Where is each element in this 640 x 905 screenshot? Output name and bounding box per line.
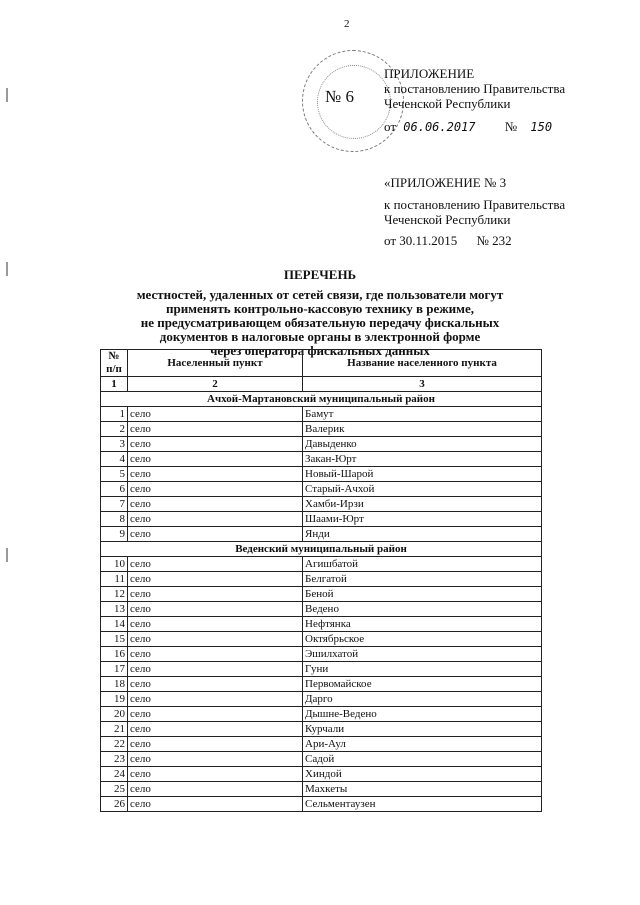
- row-settlement-name: Сельментаузен: [303, 797, 542, 812]
- section-name: Веденский муниципальный район: [101, 542, 542, 557]
- table-row: [101, 452, 542, 467]
- table-row: [101, 632, 542, 647]
- table-row: [101, 512, 542, 527]
- row-settlement-name: Хиндой: [303, 767, 542, 782]
- row-settlement-name: Ведено: [303, 602, 542, 617]
- row-number: 23: [101, 752, 128, 767]
- table-row: [101, 782, 542, 797]
- scan-margin-mark: [6, 88, 8, 102]
- row-settlement-type: село: [128, 587, 303, 602]
- scan-margin-mark: [6, 548, 8, 562]
- heading-line-4: документов в налоговые органы в электронной форме: [159, 329, 481, 344]
- row-settlement-name: Эшилхатой: [303, 647, 542, 662]
- column-number-row: [101, 377, 542, 392]
- row-number: 4: [101, 452, 128, 467]
- row-settlement-name: Дышне-Ведено: [303, 707, 542, 722]
- row-settlement-name: Давыденко: [303, 437, 542, 452]
- row-number: 5: [101, 467, 128, 482]
- col-number-1: 1: [101, 377, 128, 392]
- row-number: 11: [101, 572, 128, 587]
- table-row: [101, 692, 542, 707]
- table-row: [101, 557, 542, 572]
- row-number: 17: [101, 662, 128, 677]
- table-row: [101, 647, 542, 662]
- row-settlement-type: село: [128, 797, 303, 812]
- table-row: [101, 617, 542, 632]
- row-settlement-type: село: [128, 572, 303, 587]
- table-row: [101, 707, 542, 722]
- row-number: 13: [101, 602, 128, 617]
- row-number: 8: [101, 512, 128, 527]
- appendix-current-title: ПРИЛОЖЕНИЕ: [384, 66, 475, 81]
- appendix-current-date-line: [384, 119, 565, 135]
- row-settlement-type: село: [128, 722, 303, 737]
- row-settlement-name: Закан-Юрт: [303, 452, 542, 467]
- table-row: [101, 587, 542, 602]
- table-row: [101, 467, 542, 482]
- heading-line-3: не предусматривающем обязательную передачу фискальных: [140, 315, 500, 330]
- row-settlement-type: село: [128, 527, 303, 542]
- row-settlement-name: Агишбатой: [303, 557, 542, 572]
- appendix-original-line2: Чеченской Республики: [384, 212, 511, 227]
- row-number: 20: [101, 707, 128, 722]
- row-settlement-name: Шаами-Юрт: [303, 512, 542, 527]
- appendix-original-date-line: [384, 233, 565, 248]
- row-settlement-type: село: [128, 602, 303, 617]
- table-header-row: [101, 350, 542, 377]
- row-settlement-name: Хамби-Ирзи: [303, 497, 542, 512]
- table-row: [101, 497, 542, 512]
- heading-title: ПЕРЕЧЕНЬ: [283, 267, 357, 282]
- row-settlement-name: Белгатой: [303, 572, 542, 587]
- row-settlement-name: Гуни: [303, 662, 542, 677]
- row-settlement-name: Нефтянка: [303, 617, 542, 632]
- appendix-current-line1: к постановлению Правительства: [384, 81, 566, 96]
- stamp-number: № 6: [325, 87, 354, 106]
- row-settlement-type: село: [128, 497, 303, 512]
- row-settlement-type: село: [128, 782, 303, 797]
- row-settlement-type: село: [128, 407, 303, 422]
- col-number-3: 3: [303, 377, 542, 392]
- section-row: [101, 392, 542, 407]
- row-settlement-type: село: [128, 707, 303, 722]
- row-settlement-name: Валерик: [303, 422, 542, 437]
- original-date: от 30.11.2015: [384, 233, 458, 248]
- row-settlement-type: село: [128, 467, 303, 482]
- row-settlement-type: село: [128, 692, 303, 707]
- row-number: 15: [101, 632, 128, 647]
- row-settlement-name: Бамут: [303, 407, 542, 422]
- row-number: 9: [101, 527, 128, 542]
- row-settlement-type: село: [128, 737, 303, 752]
- row-number: 7: [101, 497, 128, 512]
- row-settlement-name: Садой: [303, 752, 542, 767]
- num-prefix: №: [504, 119, 518, 134]
- table-row: [101, 752, 542, 767]
- col-number-2: 2: [128, 377, 303, 392]
- row-settlement-name: Беной: [303, 587, 542, 602]
- table-row: [101, 722, 542, 737]
- row-number: 14: [101, 617, 128, 632]
- original-number: № 232: [476, 233, 512, 248]
- table-row: [101, 602, 542, 617]
- table-row: [101, 482, 542, 497]
- row-settlement-type: село: [128, 752, 303, 767]
- appendix-current: [384, 66, 565, 135]
- row-settlement-name: Октябрьское: [303, 632, 542, 647]
- table-row: [101, 527, 542, 542]
- section-row: [101, 542, 542, 557]
- settlements-table: [100, 349, 542, 812]
- row-number: 21: [101, 722, 128, 737]
- header-settlement-name: Название населенного пункта: [303, 350, 542, 377]
- row-settlement-type: село: [128, 767, 303, 782]
- appendix-current-line2: Чеченской Республики: [384, 96, 511, 111]
- row-number: 10: [101, 557, 128, 572]
- row-number: 12: [101, 587, 128, 602]
- scan-margin-mark: [6, 262, 8, 276]
- row-number: 24: [101, 767, 128, 782]
- row-number: 6: [101, 482, 128, 497]
- heading-line-5: через оператора фискальных данных: [210, 343, 430, 358]
- row-settlement-type: село: [128, 452, 303, 467]
- appendix-original: [384, 175, 565, 248]
- row-settlement-type: село: [128, 557, 303, 572]
- handwritten-date: 06.06.2017: [403, 120, 476, 134]
- row-number: 2: [101, 422, 128, 437]
- heading-line-1: местностей, удаленных от сетей связи, где пользователи могут: [136, 287, 504, 302]
- row-settlement-name: Курчали: [303, 722, 542, 737]
- table-row: [101, 437, 542, 452]
- row-settlement-type: село: [128, 437, 303, 452]
- document-heading: [100, 268, 540, 358]
- table-row: [101, 422, 542, 437]
- row-number: 22: [101, 737, 128, 752]
- row-settlement-name: Ари-Аул: [303, 737, 542, 752]
- row-settlement-name: Махкеты: [303, 782, 542, 797]
- header-number: № п/п: [101, 350, 128, 377]
- table-row: [101, 737, 542, 752]
- row-settlement-name: Дарго: [303, 692, 542, 707]
- row-settlement-name: Первомайское: [303, 677, 542, 692]
- table-row: [101, 797, 542, 812]
- table-row: [101, 677, 542, 692]
- row-number: 19: [101, 692, 128, 707]
- table-row: [101, 662, 542, 677]
- header-settlement-type: Населенный пункт: [128, 350, 303, 377]
- table-row: [101, 767, 542, 782]
- row-number: 1: [101, 407, 128, 422]
- row-settlement-type: село: [128, 677, 303, 692]
- heading-line-2: применять контрольно-кассовую технику в режиме,: [165, 301, 475, 316]
- row-settlement-type: село: [128, 617, 303, 632]
- row-number: 26: [101, 797, 128, 812]
- appendix-original-title: «ПРИЛОЖЕНИЕ № 3: [384, 175, 507, 190]
- row-number: 25: [101, 782, 128, 797]
- row-number: 3: [101, 437, 128, 452]
- row-settlement-type: село: [128, 662, 303, 677]
- table-row: [101, 572, 542, 587]
- row-settlement-type: село: [128, 647, 303, 662]
- row-settlement-type: село: [128, 482, 303, 497]
- row-settlement-name: Старый-Ачхой: [303, 482, 542, 497]
- date-prefix: от: [384, 119, 397, 134]
- row-settlement-type: село: [128, 512, 303, 527]
- section-name: Ачхой-Мартановский муниципальный район: [101, 392, 542, 407]
- row-settlement-name: Янди: [303, 527, 542, 542]
- handwritten-number: 150: [530, 120, 553, 134]
- row-settlement-name: Новый-Шарой: [303, 467, 542, 482]
- row-number: 16: [101, 647, 128, 662]
- row-number: 18: [101, 677, 128, 692]
- appendix-original-line1: к постановлению Правительства: [384, 197, 566, 212]
- table-row: [101, 407, 542, 422]
- row-settlement-type: село: [128, 422, 303, 437]
- table-body: [101, 392, 542, 812]
- page-number: 2: [344, 18, 350, 30]
- row-settlement-type: село: [128, 632, 303, 647]
